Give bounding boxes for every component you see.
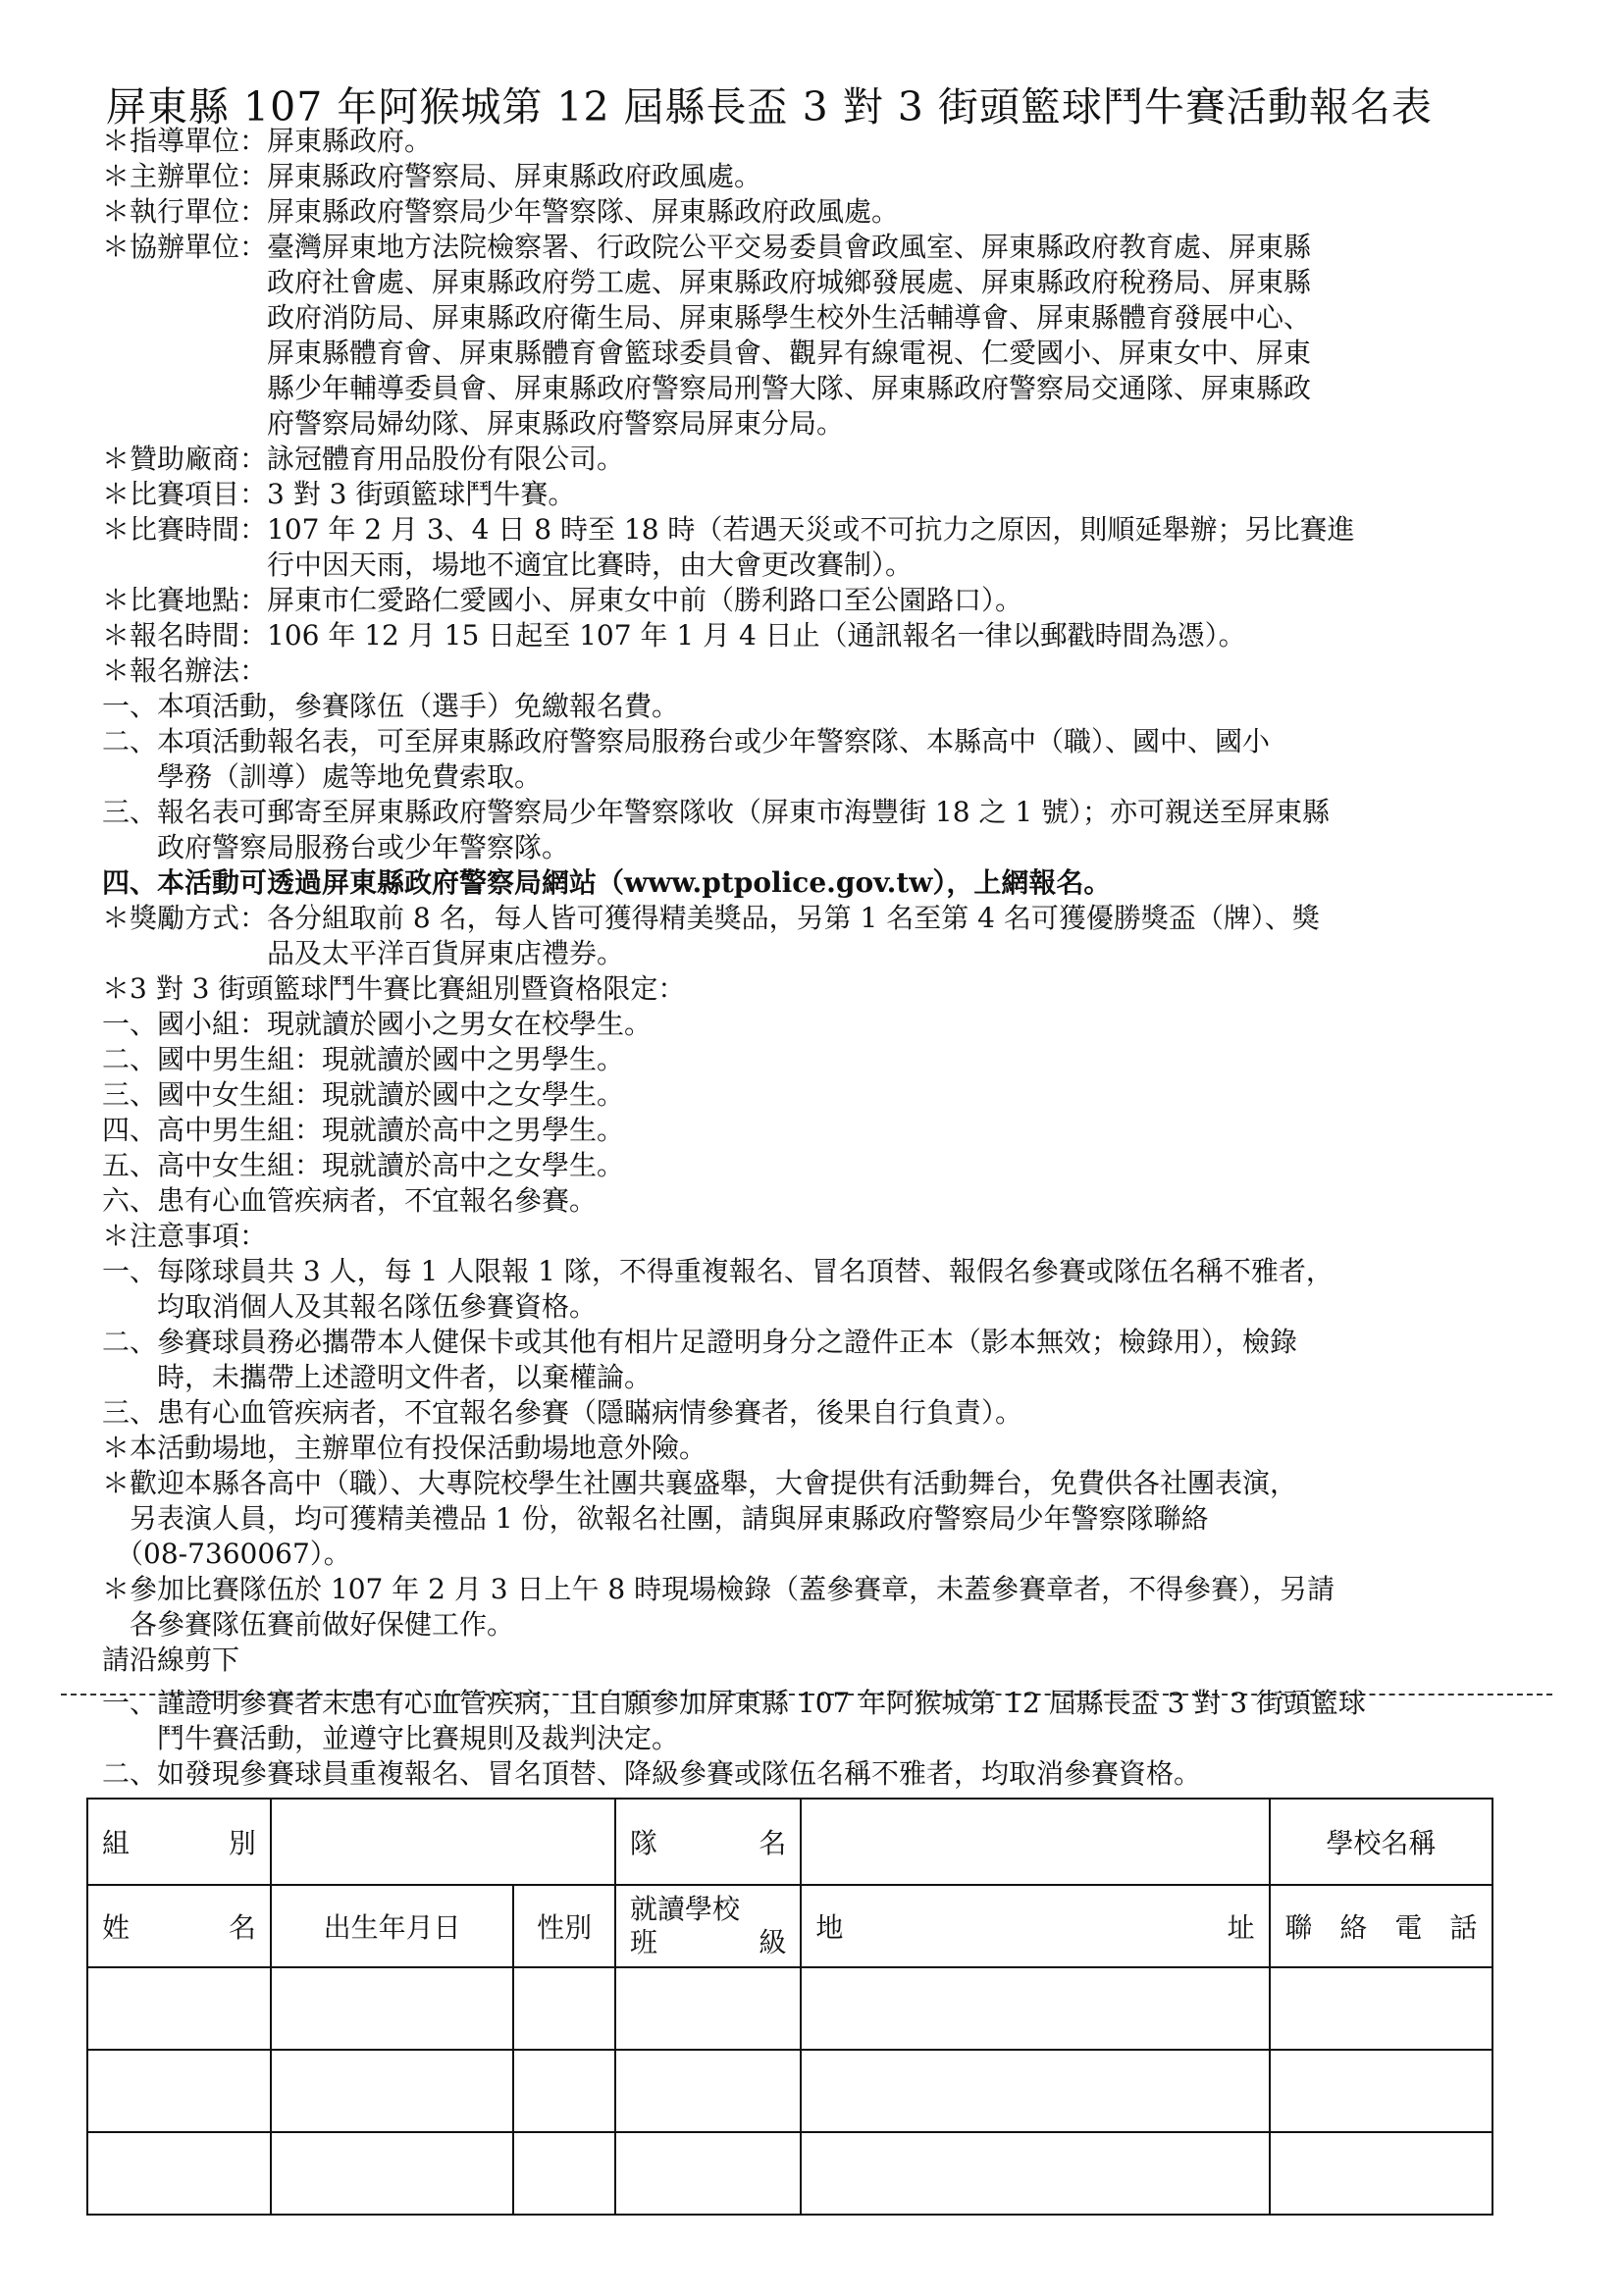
text-line: 二、國中男生組：現就讀於國中之男學生。 bbox=[102, 1043, 625, 1075]
text-line: ＊獎勵方式：各分組取前 8 名，每人皆可獲得精美獎品，另第 1 名至第 4 名可獲優勝獎盃（牌）、獎 bbox=[102, 902, 1320, 934]
text-line: 縣少年輔導委員會、屏東縣政府警察局刑警大隊、屏東縣政府警察局交通隊、屏東縣政 bbox=[102, 372, 1312, 404]
school-cell[interactable] bbox=[615, 2050, 801, 2132]
text-line: 三、報名表可郵寄至屏東縣政府警察局少年警察隊收（屏東市海豐街 18 之 1 號）；亦可親送至屏東縣 bbox=[102, 796, 1331, 828]
birth-cell[interactable] bbox=[271, 1967, 514, 2050]
text-line: 均取消個人及其報名隊伍參賽資格。 bbox=[102, 1290, 598, 1323]
text-line: ＊歡迎本縣各高中（職）、大專院校學生社團共襄盛舉，大會提供有活動舞台，免費供各社團表演， bbox=[102, 1467, 1298, 1499]
table-row-column-headers bbox=[87, 1885, 1492, 1967]
text-line: ＊贊助廠商：詠冠體育用品股份有限公司。 bbox=[102, 443, 625, 475]
text-line: 各參賽隊伍賽前做好保健工作。 bbox=[102, 1608, 515, 1641]
text-line: 一、本項活動，參賽隊伍（選手）免繳報名費。 bbox=[102, 690, 680, 722]
page-title: 屏東縣 107 年阿猴城第 12 屆縣長盃 3 對 3 街頭籃球鬥牛賽活動報名表 bbox=[106, 83, 1433, 130]
text-line: 一、謹證明參賽者未患有心血管疾病，且自願參加屏東縣 107 年阿猴城第 12 屆縣長盃 3 對 3 街頭籃球 bbox=[102, 1687, 1366, 1719]
school-cell[interactable] bbox=[615, 2132, 801, 2215]
text-line: ＊主辦單位：屏東縣政府警察局、屏東縣政府政風處。 bbox=[102, 160, 762, 192]
text-line: 另表演人員，均可獲精美禮品 1 份，欲報名社團，請與屏東縣政府警察局少年警察隊聯絡 bbox=[102, 1502, 1209, 1535]
school-cell[interactable] bbox=[615, 1967, 801, 2050]
text-line: 屏東縣體育會、屏東縣體育會籃球委員會、觀昇有線電視、仁愛國小、屏東女中、屏東 bbox=[102, 337, 1312, 369]
text-line: 府警察局婦幼隊、屏東縣政府警察局屏東分局。 bbox=[102, 407, 845, 440]
table-row bbox=[87, 1967, 1492, 2050]
text-line: ＊本活動場地，主辦單位有投保活動場地意外險。 bbox=[102, 1432, 707, 1464]
text-line: ＊參加比賽隊伍於 107 年 2 月 3 日上午 8 時現場檢錄（蓋參賽章，未蓋參賽章者，不得參賽），另請 bbox=[102, 1573, 1335, 1605]
table-row-header-team bbox=[87, 1799, 1492, 1885]
text-line: ＊執行單位：屏東縣政府警察局少年警察隊、屏東縣政府政風處。 bbox=[102, 195, 900, 228]
birth-cell[interactable] bbox=[271, 2050, 514, 2132]
phone-cell[interactable] bbox=[1270, 1967, 1492, 2050]
text-line: ＊3 對 3 街頭籃球鬥牛賽比賽組別暨資格限定： bbox=[102, 972, 686, 1005]
group-label-cell: 組 別 bbox=[87, 1799, 271, 1885]
text-line: ＊協辦單位：臺灣屏東地方法院檢察署、行政院公平交易委員會政風室、屏東縣政府教育處、屏東縣 bbox=[102, 231, 1312, 263]
text-line: 行中因天雨，場地不適宜比賽時，由大會更改賽制）。 bbox=[102, 548, 914, 581]
col-school-header: 就讀學校 班 級 bbox=[615, 1885, 801, 1967]
text-line: ＊報名辦法： bbox=[102, 654, 268, 687]
table-row bbox=[87, 2132, 1492, 2215]
text-line: 時，未攜帶上述證明文件者，以棄權論。 bbox=[102, 1361, 653, 1393]
text-line: 一、每隊球員共 3 人，每 1 人限報 1 隊，不得重複報名、冒名頂替、報假名參賽或隊伍名稱不雅者， bbox=[102, 1255, 1334, 1287]
name-cell[interactable] bbox=[87, 1967, 271, 2050]
text-line: 政府社會處、屏東縣政府勞工處、屏東縣政府城鄉發展處、屏東縣政府稅務局、屏東縣 bbox=[102, 266, 1312, 298]
gender-cell[interactable] bbox=[513, 2050, 615, 2132]
text-line: 四、高中男生組：現就讀於高中之男學生。 bbox=[102, 1114, 625, 1146]
text-line: 四、本活動可透過屏東縣政府警察局網站（www.ptpolice.gov.tw），上網報名。 bbox=[102, 866, 1112, 899]
team-name-field[interactable] bbox=[801, 1799, 1269, 1885]
declaration-body bbox=[102, 1686, 1544, 1792]
text-line: 鬥牛賽活動，並遵守比賽規則及裁判決定。 bbox=[102, 1722, 680, 1754]
text-line: （08-7360067）。 bbox=[102, 1538, 351, 1570]
text-line: 二、參賽球員務必攜帶本人健保卡或其他有相片足證明身分之證件正本（影本無效；檢錄用），檢錄 bbox=[102, 1326, 1298, 1358]
name-cell[interactable] bbox=[87, 2050, 271, 2132]
name-cell[interactable] bbox=[87, 2132, 271, 2215]
address-cell[interactable] bbox=[801, 2050, 1269, 2132]
group-field[interactable] bbox=[271, 1799, 615, 1885]
gender-cell[interactable] bbox=[513, 2132, 615, 2215]
text-line: 學務（訓導）處等地免費索取。 bbox=[102, 760, 543, 793]
col-phone-header: 聯 絡 電 話 bbox=[1270, 1885, 1492, 1967]
text-line: ＊指導單位：屏東縣政府。 bbox=[102, 125, 433, 157]
text-line: 政府警察局服務台或少年警察隊。 bbox=[102, 831, 570, 863]
text-line: ＊報名時間：106 年 12 月 15 日起至 107 年 1 月 4 日止（通訊報名一律以郵戳時間為憑）。 bbox=[102, 619, 1246, 652]
text-line: ＊注意事項： bbox=[102, 1220, 268, 1252]
birth-cell[interactable] bbox=[271, 2132, 514, 2215]
text-line: 五、高中女生組：現就讀於高中之女學生。 bbox=[102, 1149, 625, 1181]
text-line: ＊比賽地點：屏東市仁愛路仁愛國小、屏東女中前（勝利路口至公園路口）。 bbox=[102, 584, 1023, 616]
col-birth-header: 出生年月日 bbox=[271, 1885, 514, 1967]
text-line: 請沿線剪下 bbox=[102, 1644, 240, 1676]
registration-table bbox=[86, 1798, 1493, 2216]
address-cell[interactable] bbox=[801, 2132, 1269, 2215]
col-gender-header: 性別 bbox=[513, 1885, 615, 1967]
text-line: 一、國小組：現就讀於國小之男女在校學生。 bbox=[102, 1008, 653, 1040]
gender-cell[interactable] bbox=[513, 1967, 615, 2050]
text-line: ＊比賽時間：107 年 2 月 3、4 日 8 時至 18 時（若遇天災或不可抗力之原因，則順延舉辦；另比賽進 bbox=[102, 513, 1355, 546]
table-row bbox=[87, 2050, 1492, 2132]
col-address-header: 地 址 bbox=[801, 1885, 1269, 1967]
text-line: 三、患有心血管疾病者，不宜報名參賽（隱瞞病情參賽者，後果自行負責）。 bbox=[102, 1396, 1023, 1429]
phone-cell[interactable] bbox=[1270, 2050, 1492, 2132]
text-line: 六、患有心血管疾病者，不宜報名參賽。 bbox=[102, 1184, 598, 1217]
text-line: 二、如發現參賽球員重複報名、冒名頂替、降級參賽或隊伍名稱不雅者，均取消參賽資格。 bbox=[102, 1757, 1202, 1790]
text-line: 三、國中女生組：現就讀於國中之女學生。 bbox=[102, 1078, 625, 1111]
notice-body bbox=[102, 124, 1544, 1678]
col-name-header: 姓 名 bbox=[87, 1885, 271, 1967]
text-line: 二、本項活動報名表，可至屏東縣政府警察局服務台或少年警察隊、本縣高中（職）、國中、國小 bbox=[102, 725, 1271, 757]
team-label-cell: 隊 名 bbox=[615, 1799, 801, 1885]
school-name-label: 學校名稱 bbox=[1270, 1799, 1492, 1885]
text-line: ＊比賽項目：3 對 3 街頭籃球鬥牛賽。 bbox=[102, 478, 576, 510]
address-cell[interactable] bbox=[801, 1967, 1269, 2050]
phone-cell[interactable] bbox=[1270, 2132, 1492, 2215]
text-line: 品及太平洋百貨屏東店禮券。 bbox=[102, 937, 625, 969]
text-line: 政府消防局、屏東縣政府衛生局、屏東縣學生校外生活輔導會、屏東縣體育發展中心、 bbox=[102, 301, 1312, 334]
